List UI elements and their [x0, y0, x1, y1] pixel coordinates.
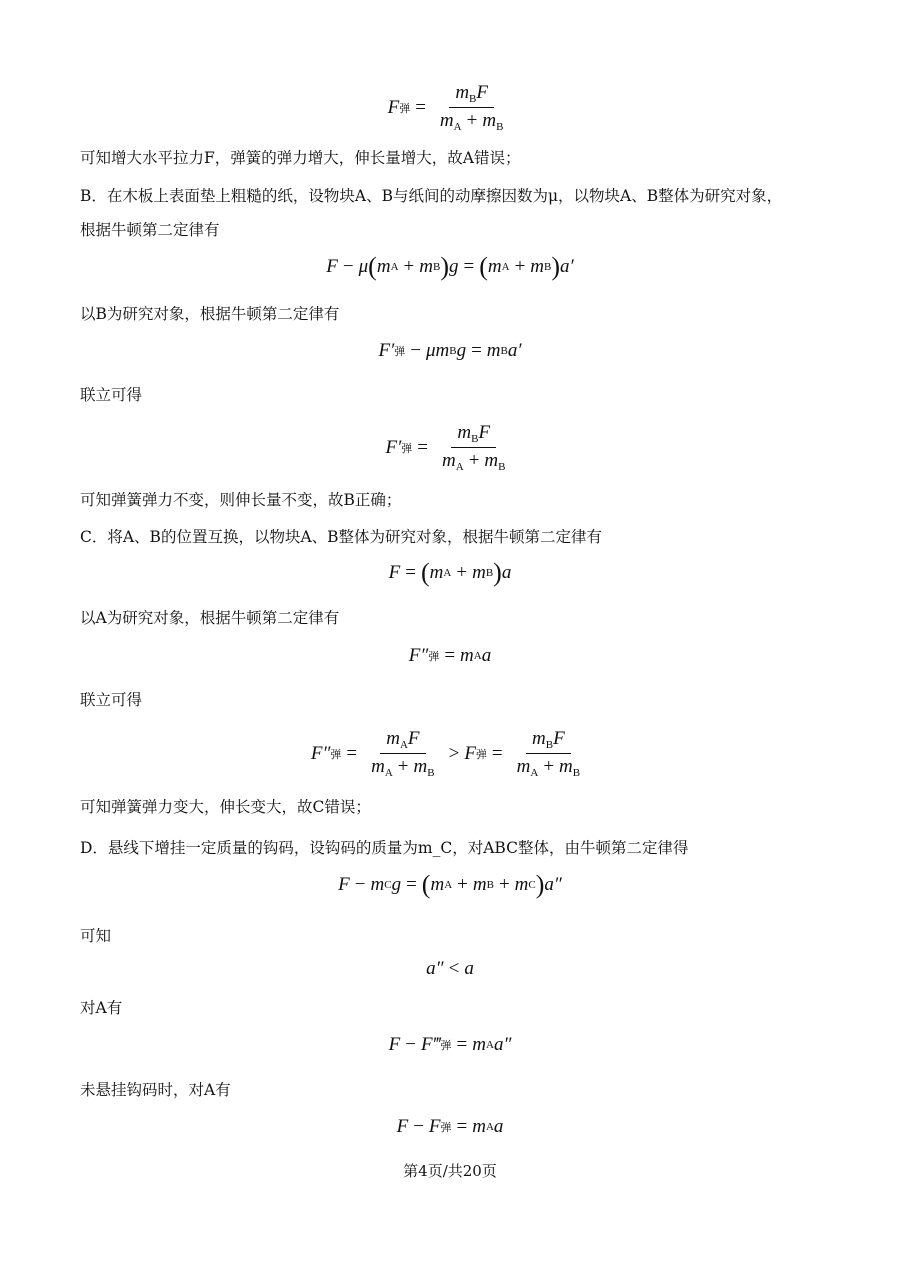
equation-compare: F″ 弹 = $\frac{m_AF}{m_A + m_B}$ > F 弹 = $\frac{m_BF}{m_A + m_B}$	[310, 728, 581, 779]
paragraph: 可知弹簧弹力不变，则伸长量不变，故B正确；	[80, 491, 402, 509]
equation-hook-whole: F − m C g = ( m A + m B + m C ) a″	[338, 870, 562, 899]
page-number: 第4页/共20页	[403, 1162, 497, 1180]
paragraph: 对A有	[80, 999, 123, 1017]
equation-hook-a: F − F‴ 弹 = m A a″	[388, 1034, 512, 1055]
paragraph: C．将A、B的位置互换，以物块A、B整体为研究对象，根据牛顿第二定律有	[80, 528, 603, 546]
paragraph: 以A为研究对象，根据牛顿第二定律有	[80, 609, 340, 627]
fraction: $\frac{m_BF}{m_A + m_B}$	[439, 82, 504, 133]
paragraph: 联立可得	[80, 386, 143, 404]
paragraph: B．在木板上表面垫上粗糙的纸，设物块A、B与纸间的动摩擦因数为μ，以物块A、B整体为研究对象，	[80, 187, 783, 205]
paragraph: 可知增大水平拉力F，弹簧的弹力增大，伸长量增大，故A错误；	[80, 149, 521, 167]
paragraph: D．悬线下增挂一定质量的钩码，设钩码的质量为m_C，对ABC整体，由牛顿第二定律得	[80, 839, 689, 857]
equation-spring-force: F 弹 = $\frac{m_BF}{m_A + m_B}$	[0, 82, 900, 133]
equation-spring-force-prime: F′ 弹 = $\frac{m_BF}{m_A + m_B}$	[385, 422, 506, 473]
paragraph: 联立可得	[80, 691, 143, 709]
equation-newton-b: F′ 弹 − μ m B g = m B a′	[378, 340, 522, 361]
equation-newton-a: F″ 弹 = m A a	[408, 645, 492, 666]
paragraph: 可知	[80, 927, 112, 945]
equation-swap-whole: F = ( m A + m B ) a	[388, 558, 512, 587]
paragraph: 以B为研究对象，根据牛顿第二定律有	[80, 305, 340, 323]
paragraph: 根据牛顿第二定律有	[80, 221, 220, 239]
paragraph: 可知弹簧弹力变大，伸长变大，故C错误；	[80, 798, 371, 816]
equation-newton-whole: F − μ ( m A + m B ) g = ( m A + m B ) a′	[326, 252, 574, 281]
equation-nohook-a: F − F 弹 = m A a	[396, 1116, 504, 1137]
paragraph: 未悬挂钩码时，对A有	[80, 1081, 231, 1099]
equation-accel-compare: a″ < a	[426, 958, 474, 979]
